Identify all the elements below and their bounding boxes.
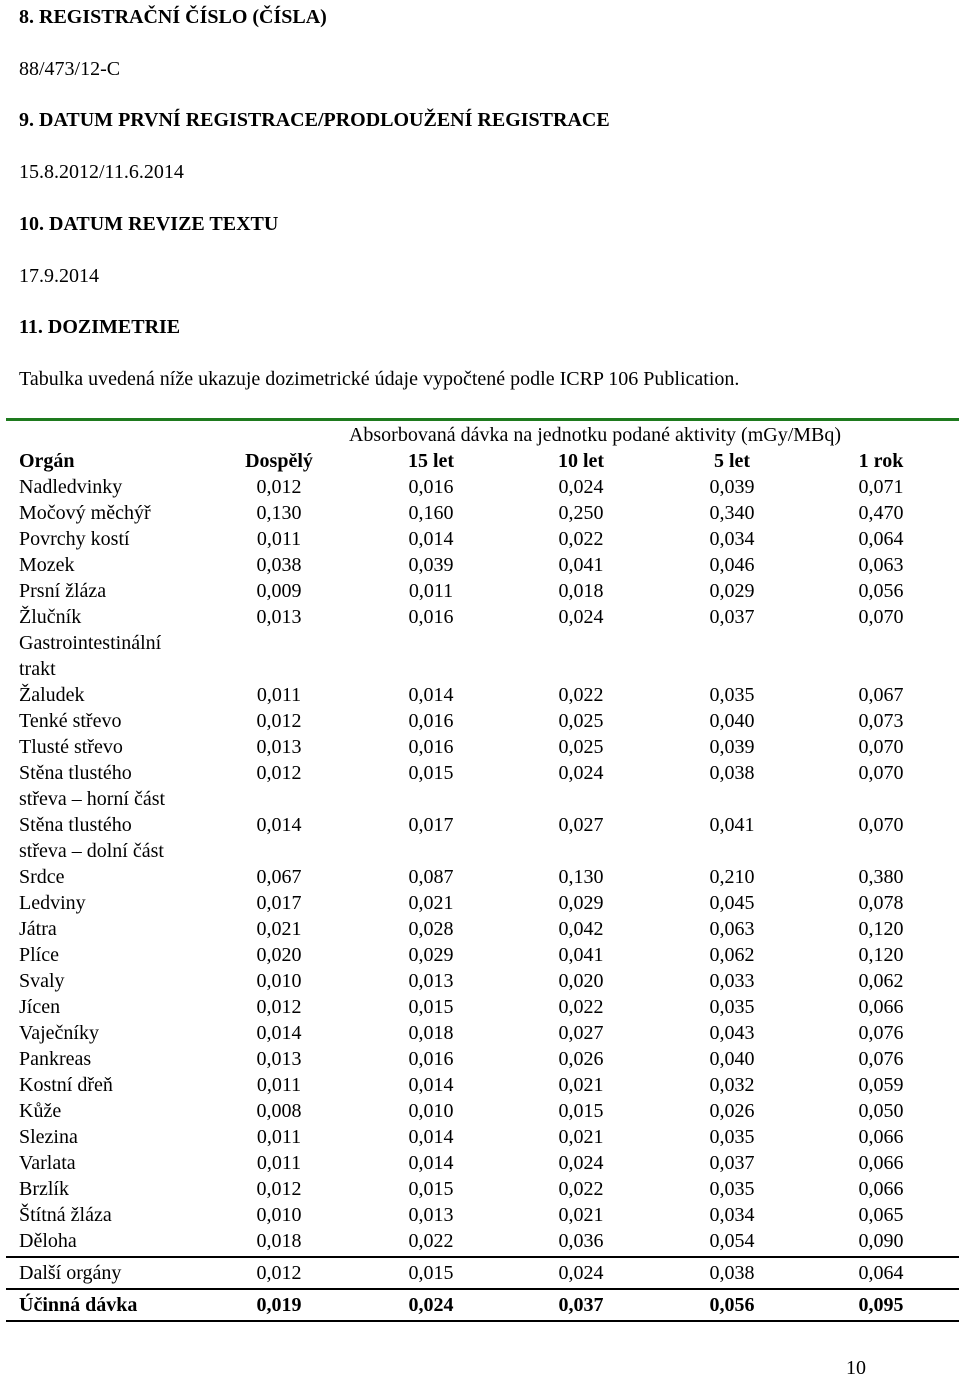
table-row bbox=[0, 1072, 960, 1098]
dose-value: 0,039 bbox=[709, 736, 755, 758]
dose-value: 0,039 bbox=[709, 476, 755, 498]
dose-value: 0,014 bbox=[408, 684, 454, 706]
dose-value: 0,020 bbox=[558, 970, 604, 992]
dose-value: 0,033 bbox=[709, 970, 755, 992]
table-row bbox=[0, 890, 960, 916]
table-row bbox=[0, 968, 960, 994]
dose-value: 0,054 bbox=[709, 1230, 755, 1252]
dose-value: 0,012 bbox=[256, 1262, 302, 1284]
dose-value: 0,017 bbox=[408, 814, 454, 836]
table-row bbox=[0, 942, 960, 968]
dose-value: 0,014 bbox=[408, 1152, 454, 1174]
dose-value: 0,024 bbox=[558, 1262, 604, 1284]
page-number: 10 bbox=[846, 1357, 866, 1379]
dose-value: 0,011 bbox=[256, 1152, 302, 1174]
dose-value: 0,250 bbox=[558, 502, 604, 524]
organ-name: Slezina bbox=[19, 1126, 78, 1148]
organ-name: Mozek bbox=[19, 554, 75, 576]
registration-dates: 15.8.2012/11.6.2014 bbox=[19, 161, 184, 183]
section-8-heading: 8. REGISTRAČNÍ ČÍSLO (ČÍSLA) bbox=[19, 6, 327, 28]
dose-value: 0,056 bbox=[709, 1294, 755, 1316]
organ-name: střeva – dolní část bbox=[19, 840, 164, 862]
dose-value: 0,014 bbox=[408, 528, 454, 550]
organ-name: Plíce bbox=[19, 944, 59, 966]
effective-dose-row bbox=[0, 1292, 960, 1318]
dose-value: 0,022 bbox=[558, 528, 604, 550]
dose-value: 0,042 bbox=[558, 918, 604, 940]
table-row bbox=[0, 864, 960, 890]
table-bottom-rule bbox=[6, 1320, 959, 1322]
organ-name: Svaly bbox=[19, 970, 65, 992]
dose-value: 0,076 bbox=[858, 1048, 904, 1070]
registration-number: 88/473/12-C bbox=[19, 58, 121, 80]
organ-name: Tlusté střevo bbox=[19, 736, 123, 758]
section-10-heading: 10. DATUM REVIZE TEXTU bbox=[19, 213, 279, 235]
dose-value: 0,120 bbox=[858, 944, 904, 966]
dose-value: 0,090 bbox=[858, 1230, 904, 1252]
dose-value: 0,021 bbox=[558, 1126, 604, 1148]
dose-value: 0,021 bbox=[408, 892, 454, 914]
table-row bbox=[0, 708, 960, 734]
dose-value: 0,066 bbox=[858, 996, 904, 1018]
organ-name: Žlučník bbox=[19, 606, 82, 628]
table-row bbox=[0, 760, 960, 812]
revision-date: 17.9.2014 bbox=[19, 265, 99, 287]
dose-value: 0,056 bbox=[858, 580, 904, 602]
dose-value: 0,037 bbox=[709, 1152, 755, 1174]
dose-value: 0,087 bbox=[408, 866, 454, 888]
dose-value: 0,066 bbox=[858, 1152, 904, 1174]
dose-value: 0,032 bbox=[709, 1074, 755, 1096]
dose-value: 0,013 bbox=[256, 606, 302, 628]
dose-value: 0,070 bbox=[858, 814, 904, 836]
table-row bbox=[0, 1228, 960, 1254]
dose-value: 0,024 bbox=[558, 1152, 604, 1174]
dose-value: 0,045 bbox=[709, 892, 755, 914]
dose-value: 0,016 bbox=[408, 476, 454, 498]
dose-value: 0,025 bbox=[558, 710, 604, 732]
table-row bbox=[0, 1046, 960, 1072]
dose-value: 0,012 bbox=[256, 710, 302, 732]
dose-value: 0,071 bbox=[858, 476, 904, 498]
dose-value: 0,026 bbox=[709, 1100, 755, 1122]
dose-value: 0,024 bbox=[558, 606, 604, 628]
organ-name: Povrchy kostí bbox=[19, 528, 130, 550]
table-span-title: Absorbovaná dávka na jednotku podané aktivity (mGy/MBq) bbox=[348, 424, 842, 446]
dose-value: 0,038 bbox=[256, 554, 302, 576]
table-row bbox=[0, 734, 960, 760]
dose-value: 0,073 bbox=[858, 710, 904, 732]
organ-name: Brzlík bbox=[19, 1178, 69, 1200]
dose-value: 0,038 bbox=[709, 762, 755, 784]
dose-value: 0,024 bbox=[558, 476, 604, 498]
organ-name: Varlata bbox=[19, 1152, 76, 1174]
dose-value: 0,014 bbox=[256, 814, 302, 836]
dose-value: 0,018 bbox=[256, 1230, 302, 1252]
dose-value: 0,036 bbox=[558, 1230, 604, 1252]
dose-value: 0,013 bbox=[256, 1048, 302, 1070]
dose-value: 0,011 bbox=[408, 580, 454, 602]
dose-value: 0,034 bbox=[709, 528, 755, 550]
dose-value: 0,010 bbox=[408, 1100, 454, 1122]
dose-value: 0,013 bbox=[256, 736, 302, 758]
organ-name: Kostní dřeň bbox=[19, 1074, 113, 1096]
dose-value: 0,020 bbox=[256, 944, 302, 966]
organ-name: Prsní žláza bbox=[19, 580, 107, 602]
table-row bbox=[0, 630, 960, 682]
organ-name: Nadledvinky bbox=[19, 476, 123, 498]
dose-value: 0,010 bbox=[256, 970, 302, 992]
organ-name: Stěna tlustého bbox=[19, 814, 132, 836]
table-row bbox=[0, 1202, 960, 1228]
organ-name: Pankreas bbox=[19, 1048, 92, 1070]
dose-value: 0,017 bbox=[256, 892, 302, 914]
dosimetry-intro-text: Tabulka uvedená níže ukazuje dozimetrické údaje vypočtené podle ICRP 106 Publication. bbox=[19, 368, 740, 390]
dose-value: 0,015 bbox=[408, 1262, 454, 1284]
dose-value: 0,014 bbox=[408, 1074, 454, 1096]
table-row bbox=[0, 1020, 960, 1046]
dose-value: 0,070 bbox=[858, 606, 904, 628]
dose-value: 0,022 bbox=[558, 684, 604, 706]
dose-value: 0,029 bbox=[408, 944, 454, 966]
dose-value: 0,062 bbox=[709, 944, 755, 966]
table-row bbox=[0, 500, 960, 526]
dose-value: 0,012 bbox=[256, 476, 302, 498]
dose-value: 0,021 bbox=[256, 918, 302, 940]
table-header-row bbox=[0, 448, 960, 474]
other-organs-row bbox=[0, 1260, 960, 1286]
dose-value: 0,130 bbox=[256, 502, 302, 524]
table-divider bbox=[6, 1288, 959, 1290]
dose-value: 0,029 bbox=[558, 892, 604, 914]
dose-value: 0,014 bbox=[256, 1022, 302, 1044]
organ-name: Srdce bbox=[19, 866, 65, 888]
organ-name: trakt bbox=[19, 658, 56, 680]
dose-value: 0,022 bbox=[558, 1178, 604, 1200]
dose-value: 0,059 bbox=[858, 1074, 904, 1096]
dose-value: 0,012 bbox=[256, 762, 302, 784]
dose-value: 0,050 bbox=[858, 1100, 904, 1122]
dose-value: 0,037 bbox=[558, 1294, 604, 1316]
dose-value: 0,062 bbox=[858, 970, 904, 992]
header-col-4: 5 let bbox=[713, 450, 751, 472]
dose-value: 0,025 bbox=[558, 736, 604, 758]
organ-name: Vaječníky bbox=[19, 1022, 99, 1044]
dose-value: 0,035 bbox=[709, 996, 755, 1018]
dose-value: 0,380 bbox=[858, 866, 904, 888]
table-row bbox=[0, 682, 960, 708]
dose-value: 0,011 bbox=[256, 1074, 302, 1096]
table-divider bbox=[6, 1256, 959, 1258]
dose-value: 0,016 bbox=[408, 710, 454, 732]
dose-value: 0,066 bbox=[858, 1126, 904, 1148]
dose-value: 0,041 bbox=[558, 554, 604, 576]
dose-value: 0,016 bbox=[408, 1048, 454, 1070]
dose-value: 0,035 bbox=[709, 1178, 755, 1200]
dose-value: 0,013 bbox=[408, 970, 454, 992]
dose-value: 0,015 bbox=[408, 762, 454, 784]
table-row bbox=[0, 812, 960, 864]
table-row bbox=[0, 1098, 960, 1124]
table-row bbox=[0, 552, 960, 578]
dose-value: 0,013 bbox=[408, 1204, 454, 1226]
dose-value: 0,027 bbox=[558, 814, 604, 836]
dose-value: 0,027 bbox=[558, 1022, 604, 1044]
table-row bbox=[0, 526, 960, 552]
table-row bbox=[0, 578, 960, 604]
dose-value: 0,041 bbox=[709, 814, 755, 836]
dose-value: 0,064 bbox=[858, 1262, 904, 1284]
table-row bbox=[0, 1176, 960, 1202]
dose-value: 0,065 bbox=[858, 1204, 904, 1226]
dose-value: 0,035 bbox=[709, 1126, 755, 1148]
organ-name: Ledviny bbox=[19, 892, 86, 914]
dose-value: 0,014 bbox=[408, 1126, 454, 1148]
table-row bbox=[0, 916, 960, 942]
dose-value: 0,095 bbox=[858, 1294, 904, 1316]
dose-value: 0,039 bbox=[408, 554, 454, 576]
dose-value: 0,016 bbox=[408, 736, 454, 758]
dose-value: 0,026 bbox=[558, 1048, 604, 1070]
dose-value: 0,015 bbox=[408, 996, 454, 1018]
organ-name: Stěna tlustého bbox=[19, 762, 132, 784]
table-row bbox=[0, 604, 960, 630]
dose-value: 0,015 bbox=[408, 1178, 454, 1200]
dose-value: 0,021 bbox=[558, 1204, 604, 1226]
dose-value: 0,067 bbox=[256, 866, 302, 888]
header-organ: Orgán bbox=[19, 450, 75, 472]
dose-value: 0,160 bbox=[408, 502, 454, 524]
dose-value: 0,066 bbox=[858, 1178, 904, 1200]
dose-value: 0,016 bbox=[408, 606, 454, 628]
section-11-heading: 11. DOZIMETRIE bbox=[19, 316, 181, 338]
dose-value: 0,120 bbox=[858, 918, 904, 940]
dose-value: 0,028 bbox=[408, 918, 454, 940]
header-col-2: 15 let bbox=[407, 450, 455, 472]
dose-value: 0,043 bbox=[709, 1022, 755, 1044]
dose-value: 0,340 bbox=[709, 502, 755, 524]
organ-name: Gastrointestinální bbox=[19, 632, 162, 654]
dose-value: 0,046 bbox=[709, 554, 755, 576]
dose-value: 0,070 bbox=[858, 736, 904, 758]
organ-name: Žaludek bbox=[19, 684, 85, 706]
organ-name: střeva – horní část bbox=[19, 788, 166, 810]
organ-name: Játra bbox=[19, 918, 57, 940]
dose-value: 0,009 bbox=[256, 580, 302, 602]
dose-value: 0,070 bbox=[858, 762, 904, 784]
dose-value: 0,035 bbox=[709, 684, 755, 706]
organ-name: Účinná dávka bbox=[19, 1294, 138, 1316]
dose-value: 0,018 bbox=[408, 1022, 454, 1044]
dose-value: 0,034 bbox=[709, 1204, 755, 1226]
table-row bbox=[0, 1124, 960, 1150]
dose-value: 0,064 bbox=[858, 528, 904, 550]
dose-value: 0,210 bbox=[709, 866, 755, 888]
table-row bbox=[0, 1150, 960, 1176]
organ-name: Kůže bbox=[19, 1100, 62, 1122]
dose-value: 0,470 bbox=[858, 502, 904, 524]
dose-value: 0,022 bbox=[558, 996, 604, 1018]
dose-value: 0,029 bbox=[709, 580, 755, 602]
dose-value: 0,040 bbox=[709, 710, 755, 732]
dose-value: 0,067 bbox=[858, 684, 904, 706]
dose-value: 0,019 bbox=[256, 1294, 302, 1316]
dose-value: 0,011 bbox=[256, 684, 302, 706]
organ-name: Tenké střevo bbox=[19, 710, 122, 732]
dose-value: 0,063 bbox=[709, 918, 755, 940]
organ-name: Močový měchýř bbox=[19, 502, 151, 524]
dose-value: 0,024 bbox=[558, 762, 604, 784]
organ-name: Štítná žláza bbox=[19, 1204, 112, 1226]
dose-value: 0,076 bbox=[858, 1022, 904, 1044]
dose-value: 0,008 bbox=[256, 1100, 302, 1122]
dose-value: 0,038 bbox=[709, 1262, 755, 1284]
header-col-5: 1 rok bbox=[858, 450, 904, 472]
table-row bbox=[0, 474, 960, 500]
dose-value: 0,018 bbox=[558, 580, 604, 602]
dose-value: 0,037 bbox=[709, 606, 755, 628]
dose-value: 0,063 bbox=[858, 554, 904, 576]
dose-value: 0,022 bbox=[408, 1230, 454, 1252]
dose-value: 0,011 bbox=[256, 1126, 302, 1148]
section-9-heading: 9. DATUM PRVNÍ REGISTRACE/PRODLOUŽENÍ REGISTRACE bbox=[19, 109, 610, 131]
organ-name: Děloha bbox=[19, 1230, 77, 1252]
dose-value: 0,130 bbox=[558, 866, 604, 888]
dose-value: 0,011 bbox=[256, 528, 302, 550]
header-col-1: Dospělý bbox=[245, 450, 313, 472]
header-col-3: 10 let bbox=[557, 450, 605, 472]
dose-value: 0,021 bbox=[558, 1074, 604, 1096]
dose-value: 0,040 bbox=[709, 1048, 755, 1070]
organ-name: Další orgány bbox=[19, 1262, 122, 1284]
table-row bbox=[0, 994, 960, 1020]
organ-name: Jícen bbox=[19, 996, 61, 1018]
dose-value: 0,024 bbox=[408, 1294, 454, 1316]
dose-value: 0,078 bbox=[858, 892, 904, 914]
dose-value: 0,015 bbox=[558, 1100, 604, 1122]
dose-value: 0,010 bbox=[256, 1204, 302, 1226]
dose-value: 0,041 bbox=[558, 944, 604, 966]
dose-value: 0,012 bbox=[256, 996, 302, 1018]
dose-value: 0,012 bbox=[256, 1178, 302, 1200]
